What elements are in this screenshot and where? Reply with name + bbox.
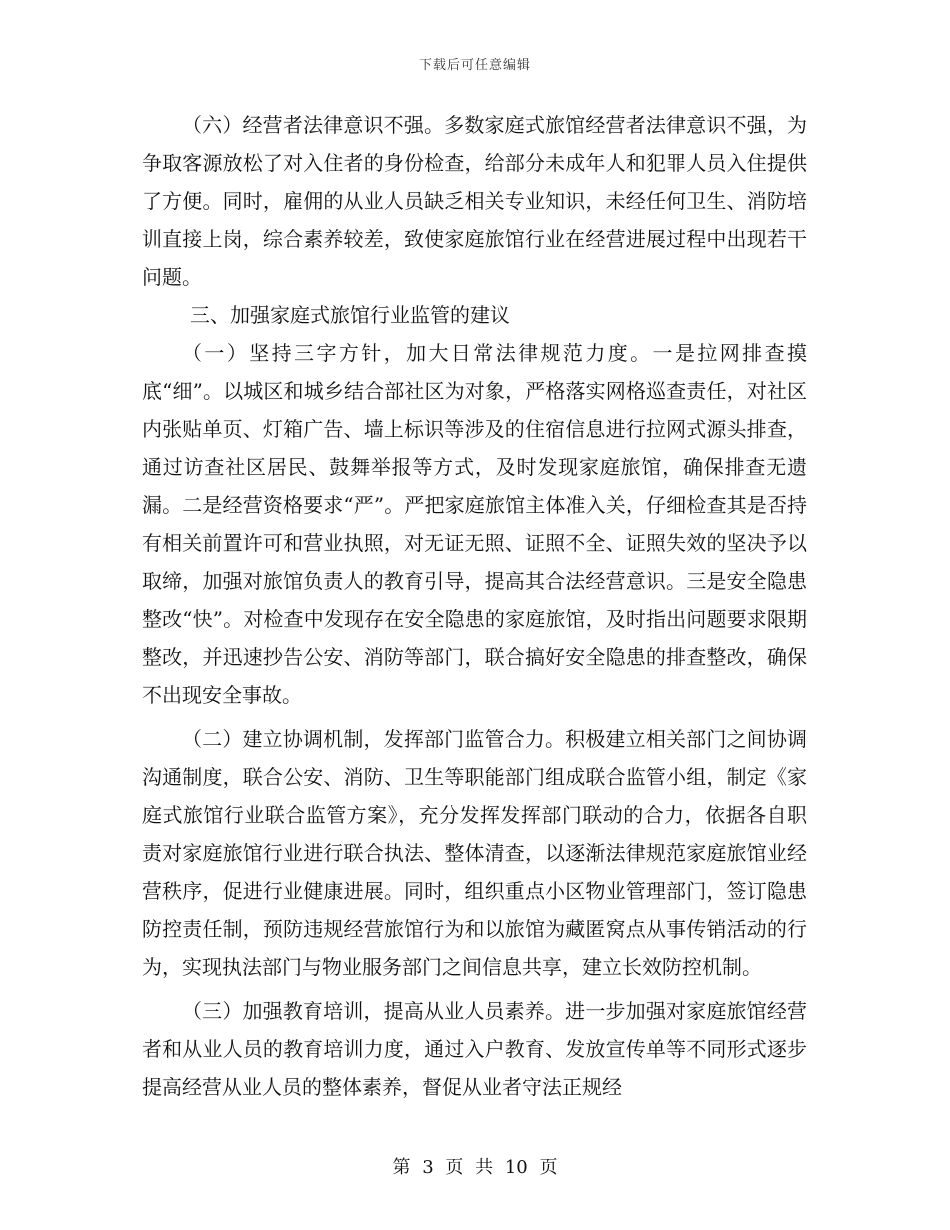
paragraph-policy-one: （一）坚持三字方针，加大日常法律规范力度。一是拉网排查摸底“细”。以城区和城乡结合部社区为对象，严格落实网格巡查责任，对社区内张贴单页、灯箱广告、墙上标识等涉及的住宿信息进行拉网式源头排查，通过访查社区居民、鼓舞举报等方式，及时发现家庭旅馆，确保排查无遗漏。二是经营资格要求“严”。严把家庭旅馆主体准入关，仔细检查其是否持有相关前置许可和营业执照，对无证无照、证照不全、证照失效的坚决予以取缔，加强对旅馆负责人的教育引导，提高其合法经营意识。三是安全隐患整改“快”。对检查中发现存在安全隐患的家庭旅馆，及时指出问题要求限期整改，并迅速抄告公安、消防等部门，联合搞好安全隐患的排查整改，确保不出现安全事故。 [142,341,807,707]
page-header: 下载后可任意编辑 [418,58,531,73]
paragraph-policy-three: （三）加强教育培训，提高从业人员素养。进一步加强对家庭旅馆经营者和从业人员的教育培训力度，通过入户教育、发放宣传单等不同形式逐步提高经营从业人员的整体素养，督促从业者守法正规经 [142,999,807,1099]
page-number: 第 3 页 共 10 页 [392,1157,558,1178]
document-body [142,106,807,1106]
paragraph-policy-two: （二）建立协调机制，发挥部门监管合力。积极建立相关部门之间协调沟通制度，联合公安、消防、卫生等职能部门组成联合监管小组，制定《家庭式旅馆行业联合监管方案》，充分发挥发挥部门联动的合力，依据各自职责对家庭旅馆行业进行联合执法、整体清查，以逐渐法律规范家庭旅馆业经营秩序，促进行业健康进展。同时，组织重点小区物业管理部门，签订隐患防控责任制，预防违规经营旅馆行为和以旅馆为藏匿窝点从事传销活动的行为，实现执法部门与物业服务部门之间信息共享，建立长效防控机制。 [142,727,807,979]
section-heading: 三、加强家庭式旅馆行业监管的建议 [190,303,510,327]
paragraph-legal-awareness: （六）经营者法律意识不强。多数家庭式旅馆经营者法律意识不强，为争取客源放松了对入住者的身份检查，给部分未成年人和犯罪人员入住提供了方便。同时，雇佣的从业人员缺乏相关专业知识，未经任何卫生、消防培训直接上岗，综合素养较差，致使家庭旅馆行业在经营进展过程中出现若干问题。 [142,113,807,289]
